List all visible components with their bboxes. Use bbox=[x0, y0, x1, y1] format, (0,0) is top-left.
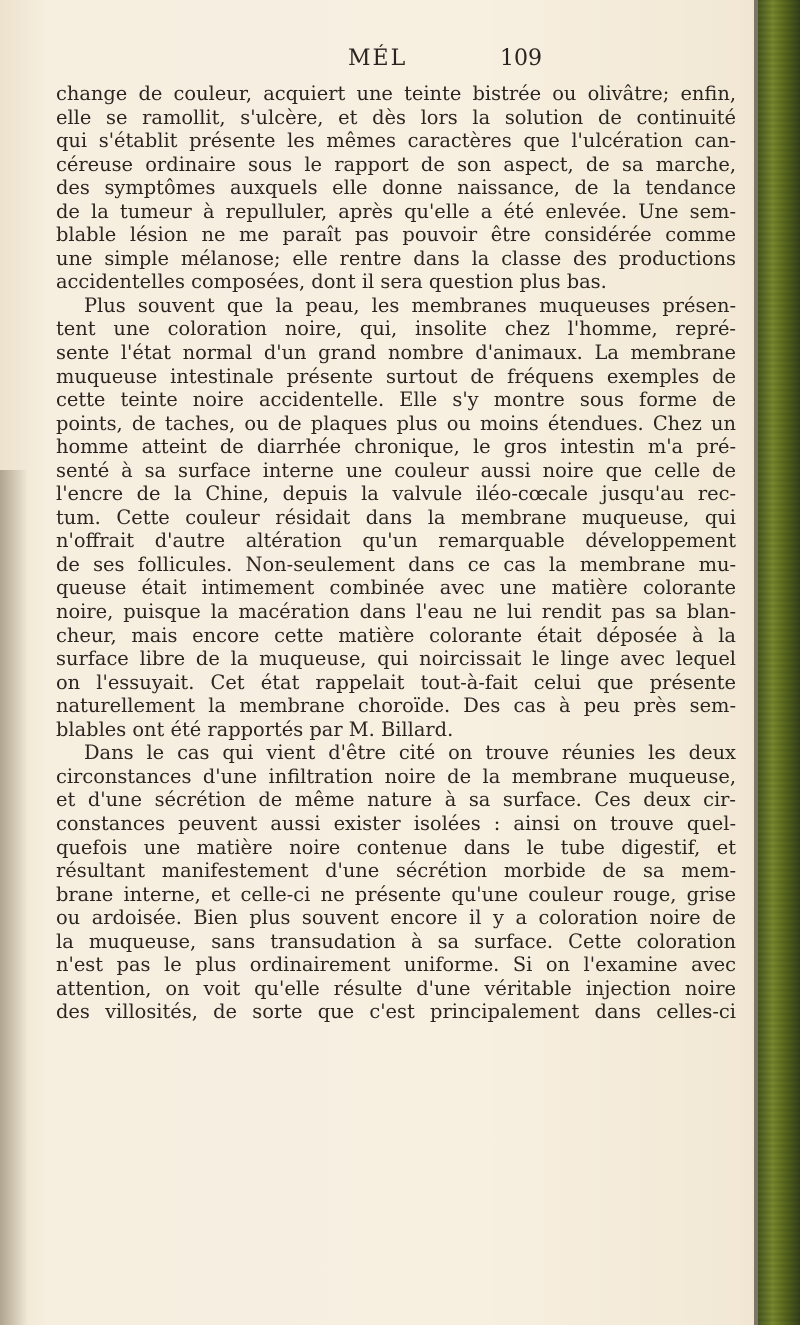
text-line: brane interne, et celle-ci ne présente qu'une couleur rouge, grise bbox=[56, 882, 736, 906]
body-text bbox=[56, 82, 736, 1024]
text-line: ou ardoisée. Bien plus souvent encore il y a coloration noire de bbox=[56, 906, 736, 930]
page-gutter-shadow bbox=[0, 470, 28, 1325]
text-line: elle se ramollit, s'ulcère, et dès lors la solution de continuité bbox=[56, 105, 736, 129]
text-line: constances peuvent aussi exister isolées : ainsi on trouve quel- bbox=[56, 811, 736, 835]
text-line: blable lésion ne me paraît pas pouvoir être considérée comme bbox=[56, 223, 736, 247]
text-line: cheur, mais encore cette matière colorante était déposée à la bbox=[56, 623, 736, 647]
text-line: muqueuse intestinale présente surtout de fréquens exemples de bbox=[56, 364, 736, 388]
text-line: change de couleur, acquiert une teinte bistrée ou olivâtre; enfin, bbox=[56, 82, 736, 105]
text-line: noire, puisque la macération dans l'eau ne lui rendit pas sa blan- bbox=[56, 600, 736, 624]
text-line: la muqueuse, sans transudation à sa surface. Cette coloration bbox=[56, 929, 736, 953]
text-line: n'offrait d'autre altération qu'un remarquable développement bbox=[56, 529, 736, 553]
text-line: sente l'état normal d'un grand nombre d'animaux. La membrane bbox=[56, 341, 736, 365]
text-line: cette teinte noire accidentelle. Elle s'y montre sous forme de bbox=[56, 388, 736, 412]
page-header bbox=[0, 46, 760, 86]
text-line: attention, on voit qu'elle résulte d'une véritable injection noire bbox=[56, 976, 736, 1000]
text-line: accidentelles composées, dont il sera question plus bas. bbox=[56, 270, 607, 294]
text-line: Plus souvent que la peau, les membranes muqueuses présen- bbox=[84, 293, 736, 317]
text-line: de ses follicules. Non-seulement dans ce cas la membrane mu- bbox=[56, 552, 736, 576]
text-line: homme atteint de diarrhée chronique, le gros intestin m'a pré- bbox=[56, 435, 736, 459]
text-line: quefois une matière noire contenue dans le tube digestif, et bbox=[56, 835, 736, 859]
text-line: blables ont été rapportés par M. Billard. bbox=[56, 717, 454, 741]
text-line: des symptômes auxquels elle donne naissance, de la tendance bbox=[56, 176, 736, 200]
text-line: n'est pas le plus ordinairement uniforme. Si on l'examine avec bbox=[56, 953, 736, 977]
book-spine bbox=[758, 0, 800, 1325]
text-line: qui s'établit présente les mêmes caractères que l'ulcération can- bbox=[56, 129, 736, 153]
text-line: on l'essuyait. Cet état rappelait tout-à-fait celui que présente bbox=[56, 670, 736, 694]
text-line: queuse était intimement combinée avec une matière colorante bbox=[56, 576, 736, 600]
text-line: de la tumeur à repulluler, après qu'elle a été enlevée. Une sem- bbox=[56, 199, 736, 223]
text-line: senté à sa surface interne une couleur aussi noire que celle de bbox=[56, 458, 736, 482]
text-line: et d'une sécrétion de même nature à sa surface. Ces deux cir- bbox=[56, 788, 736, 812]
running-title: MÉL bbox=[348, 46, 408, 71]
page-number: 109 bbox=[500, 46, 542, 71]
text-line: tum. Cette couleur résidait dans la membrane muqueuse, qui bbox=[56, 505, 736, 529]
text-line: circonstances d'une infiltration noire de la membrane muqueuse, bbox=[56, 764, 736, 788]
text-line: points, de taches, ou de plaques plus ou moins étendues. Chez un bbox=[56, 411, 736, 435]
text-line: l'encre de la Chine, depuis la valvule iléo-cœcale jusqu'au rec- bbox=[56, 482, 736, 506]
text-line: des villosités, de sorte que c'est principalement dans celles-ci bbox=[56, 1000, 736, 1024]
text-line: Dans le cas qui vient d'être cité on trouve réunies les deux bbox=[84, 741, 736, 765]
text-line: une simple mélanose; elle rentre dans la classe des productions bbox=[56, 246, 736, 270]
text-line: tent une coloration noire, qui, insolite chez l'homme, repré- bbox=[56, 317, 736, 341]
text-line: résultant manifestement d'une sécrétion morbide de sa mem- bbox=[56, 859, 736, 883]
text-line: surface libre de la muqueuse, qui noircissait le linge avec lequel bbox=[56, 647, 736, 671]
text-line: naturellement la membrane choroïde. Des cas à peu près sem- bbox=[56, 694, 736, 718]
text-line: céreuse ordinaire sous le rapport de son aspect, de sa marche, bbox=[56, 152, 736, 176]
